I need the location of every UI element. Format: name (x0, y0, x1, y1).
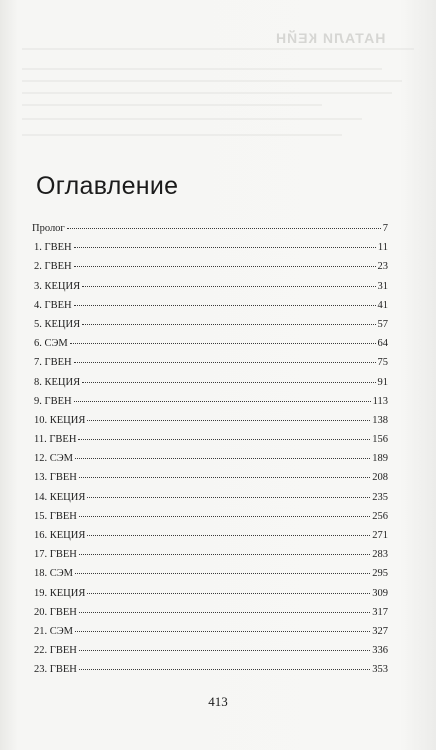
toc-entry-page: 317 (372, 606, 388, 618)
toc-entry-label: 13. ГВЕН (34, 472, 77, 484)
toc-entry-page: 309 (372, 587, 388, 599)
toc-dot-leader (79, 467, 370, 478)
toc-entry (32, 507, 388, 526)
toc-entry (32, 373, 388, 392)
toc-entry-page: 57 (377, 318, 388, 330)
toc-entry (32, 603, 388, 622)
toc-dot-leader (82, 314, 375, 325)
toc-entry-page: 23 (377, 261, 388, 273)
toc-entry-page: 353 (372, 664, 388, 676)
toc-dot-leader (82, 276, 375, 287)
toc-entry-page: 156 (372, 434, 388, 446)
toc-entry (32, 526, 388, 545)
show-through-line (22, 68, 382, 70)
toc-entry-page: 283 (372, 549, 388, 561)
toc-dot-leader (87, 583, 370, 594)
toc-dot-leader (87, 410, 370, 421)
toc-title: Оглавление (36, 172, 179, 200)
show-through-line (22, 48, 414, 50)
toc-entry-page: 41 (377, 299, 388, 311)
show-through-line (22, 92, 392, 94)
toc-entry-page: 7 (382, 223, 388, 234)
toc-dot-leader (74, 256, 376, 267)
toc-dot-leader (79, 602, 370, 613)
toc-entry-label: 23. ГВЕН (34, 664, 77, 676)
toc-entry-label: 16. КЕЦИЯ (34, 530, 86, 541)
toc-dot-leader (75, 448, 370, 459)
toc-entry-page: 91 (377, 376, 388, 388)
toc-entry-label: 2. ГВЕН (34, 261, 72, 273)
toc-entry-page: 31 (377, 280, 388, 292)
toc-dot-leader (70, 333, 376, 344)
toc-entry-page: 271 (372, 530, 388, 541)
toc-entry (32, 277, 388, 296)
toc-entry (32, 353, 388, 372)
toc-entry (32, 257, 388, 276)
toc-entry (32, 219, 388, 238)
toc-entry-label: 3. КЕЦИЯ (34, 280, 81, 292)
toc-dot-leader (79, 506, 370, 517)
toc-entry-page: 113 (372, 395, 388, 407)
show-through-header: НАТАЛИ КЕЙН (275, 30, 386, 46)
toc-dot-leader (78, 429, 370, 440)
toc-dot-leader (74, 391, 371, 402)
toc-entry (32, 564, 388, 583)
toc-dot-leader (79, 544, 370, 555)
toc-dot-leader (74, 352, 376, 363)
toc-dot-leader (79, 640, 370, 651)
toc-entry (32, 392, 388, 411)
toc-entry-page: 208 (372, 472, 388, 484)
toc-entry (32, 315, 388, 334)
toc-entry (32, 411, 388, 430)
toc-entry-page: 189 (372, 453, 388, 465)
toc-entry (32, 334, 388, 353)
toc-entry-label: 14. КЕЦИЯ (34, 491, 86, 503)
toc-entry (32, 296, 388, 315)
page-number: 413 (208, 694, 228, 709)
toc-list (32, 219, 388, 680)
toc-entry-label: 15. ГВЕН (34, 510, 77, 522)
toc-entry-page: 327 (372, 625, 388, 637)
show-through-line (22, 134, 342, 136)
toc-entry-label: 5. КЕЦИЯ (34, 318, 81, 330)
toc-entry-label: 10. КЕЦИЯ (34, 414, 86, 426)
toc-dot-leader (75, 621, 370, 632)
show-through-line (22, 80, 402, 82)
toc-dot-leader (67, 218, 381, 229)
toc-entry-page: 295 (372, 568, 388, 580)
toc-dot-leader (87, 525, 370, 536)
toc-entry-page: 138 (372, 414, 388, 426)
toc-entry-label: Пролог (32, 223, 65, 234)
toc-dot-leader (82, 372, 375, 383)
toc-dot-leader (74, 295, 376, 306)
toc-entry (32, 641, 388, 660)
toc-entry (32, 622, 388, 641)
toc-entry-page: 256 (372, 510, 388, 522)
toc-entry-label: 19. КЕЦИЯ (34, 587, 86, 599)
toc-entry-page: 235 (372, 491, 388, 503)
toc-dot-leader (74, 237, 376, 248)
toc-entry (32, 430, 388, 449)
toc-entry-page: 336 (372, 645, 388, 657)
toc-entry-label: 22. ГВЕН (34, 645, 77, 657)
toc-entry-label: 7. ГВЕН (34, 357, 72, 369)
toc-entry-label: 8. КЕЦИЯ (34, 376, 81, 388)
toc-entry (32, 488, 388, 507)
show-through-line (22, 104, 322, 106)
toc-entry-label: 6. СЭМ (34, 338, 68, 350)
toc-dot-leader (87, 487, 370, 498)
toc-entry-label: 9. ГВЕН (34, 395, 72, 407)
toc-entry-label: 18. СЭМ (34, 568, 74, 580)
show-through-line (22, 118, 362, 120)
toc-entry-label: 17. ГВЕН (34, 549, 77, 561)
toc-entry-label: 4. ГВЕН (34, 299, 72, 311)
toc-entry-label: 11. ГВЕН (34, 434, 77, 446)
toc-entry-label: 20. ГВЕН (34, 606, 77, 618)
toc-entry (32, 660, 388, 679)
toc-entry (32, 584, 388, 603)
toc-entry-label: 21. СЭМ (34, 625, 74, 637)
toc-entry-label: 12. СЭМ (34, 453, 74, 465)
toc-entry (32, 468, 388, 487)
toc-entry (32, 449, 388, 468)
toc-entry-page: 11 (377, 242, 388, 254)
toc-entry (32, 545, 388, 564)
toc-dot-leader (75, 563, 370, 574)
toc-entry-page: 75 (377, 357, 388, 369)
toc-dot-leader (79, 659, 370, 670)
toc-entry (32, 238, 388, 257)
toc-entry-label: 1. ГВЕН (34, 242, 72, 254)
toc-entry-page: 64 (377, 338, 388, 350)
